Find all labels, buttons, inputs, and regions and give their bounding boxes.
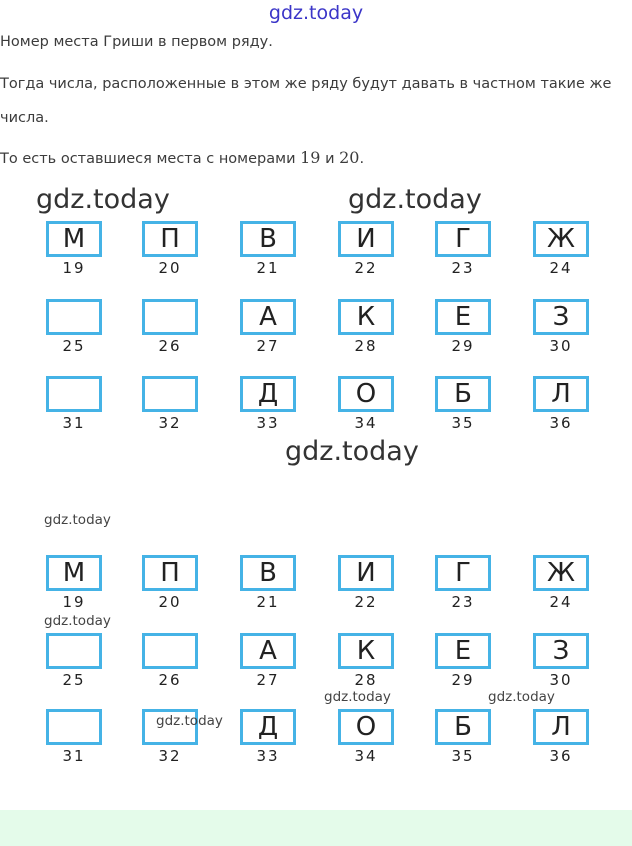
seat-letter-box: Л: [533, 709, 589, 745]
seat-letter-box: О: [338, 376, 394, 412]
seat-letter-box: Д: [240, 709, 296, 745]
seat-number: 32: [158, 414, 182, 432]
seat-number: 21: [256, 259, 280, 277]
seat-number: 22: [354, 593, 378, 611]
seat-letter-box: К: [338, 633, 394, 669]
site-logo[interactable]: gdz.today: [268, 2, 364, 24]
seat-cell: [338, 376, 398, 432]
seat-number: 36: [549, 747, 573, 765]
seat-number: 19: [62, 259, 86, 277]
seat-number: 35: [451, 414, 475, 432]
seat-cell: [533, 633, 593, 689]
seat-letter-box: [142, 376, 198, 412]
seat-cell: [240, 299, 300, 355]
seat-cell: [46, 376, 106, 432]
seat-number: 33: [256, 414, 280, 432]
seat-number: 27: [256, 337, 280, 355]
paragraph-3: числа.: [0, 110, 49, 126]
seat-letter-box: В: [240, 555, 296, 591]
paragraph-2: Тогда числа, расположенные в этом же ряду будут давать в частном такие же: [0, 76, 612, 92]
seat-cell: [240, 709, 300, 765]
seat-letter-box: [142, 299, 198, 335]
seat-letter-box: [46, 633, 102, 669]
seat-letter-box: З: [533, 299, 589, 335]
seat-number: 20: [158, 259, 182, 277]
seat-number: 20: [158, 593, 182, 611]
seat-number: 26: [158, 337, 182, 355]
watermark: gdz.today: [156, 713, 223, 729]
seat-letter-box: О: [338, 709, 394, 745]
seat-cell: [435, 709, 495, 765]
seat-letter-box: А: [240, 299, 296, 335]
paragraph-1: Номер места Гриши в первом ряду.: [0, 34, 273, 50]
seat-number: 25: [62, 337, 86, 355]
seat-cell: [142, 633, 202, 689]
seat-cell: [435, 633, 495, 689]
seat-cell: [338, 633, 398, 689]
watermark: gdz.today: [44, 512, 111, 528]
seat-number: 32: [158, 747, 182, 765]
seat-number: 30: [549, 337, 573, 355]
seat-letter-box: Ж: [533, 555, 589, 591]
seat-cell: [435, 555, 495, 611]
seat-letter-box: Д: [240, 376, 296, 412]
seat-number: 28: [354, 671, 378, 689]
seat-cell: [240, 633, 300, 689]
seat-number-19: 19: [300, 148, 321, 167]
seat-letter-box: [46, 299, 102, 335]
watermark: gdz.today: [285, 436, 419, 467]
seat-cell: [533, 299, 593, 355]
seat-cell: [240, 376, 300, 432]
seat-cell: [435, 221, 495, 277]
seat-cell: [533, 221, 593, 277]
seat-number: 29: [451, 337, 475, 355]
watermark: gdz.today: [44, 613, 111, 629]
seat-number: 36: [549, 414, 573, 432]
seat-number: 31: [62, 414, 86, 432]
seat-cell: [533, 709, 593, 765]
seat-number: 24: [549, 593, 573, 611]
seat-cell: [46, 299, 106, 355]
seat-letter-box: Б: [435, 376, 491, 412]
watermark: gdz.today: [348, 184, 482, 215]
seat-number-20: 20: [339, 148, 360, 167]
seat-cell: [533, 555, 593, 611]
seat-cell: [240, 221, 300, 277]
seat-number: 24: [549, 259, 573, 277]
seat-cell: [240, 555, 300, 611]
bottom-strip: [0, 810, 632, 846]
seat-letter-box: Е: [435, 633, 491, 669]
seat-cell: [142, 221, 202, 277]
seat-letter-box: М: [46, 555, 102, 591]
seat-letter-box: К: [338, 299, 394, 335]
seat-cell: [142, 376, 202, 432]
seat-number: 34: [354, 747, 378, 765]
seat-cell: [338, 555, 398, 611]
seat-cell: [435, 376, 495, 432]
seat-number: 35: [451, 747, 475, 765]
paragraph-4-conjunction: и: [320, 151, 340, 167]
seat-cell: [435, 299, 495, 355]
seat-number: 19: [62, 593, 86, 611]
seat-number: 26: [158, 671, 182, 689]
seat-letter-box: И: [338, 555, 394, 591]
seat-cell: [338, 299, 398, 355]
seat-letter-box: А: [240, 633, 296, 669]
seat-cell: [46, 633, 106, 689]
seat-letter-box: П: [142, 555, 198, 591]
watermark: gdz.today: [36, 184, 170, 215]
seat-letter-box: Г: [435, 555, 491, 591]
seat-cell: [533, 376, 593, 432]
seat-number: 28: [354, 337, 378, 355]
seat-letter-box: П: [142, 221, 198, 257]
seat-number: 29: [451, 671, 475, 689]
seat-letter-box: [142, 633, 198, 669]
seat-letter-box: [46, 709, 102, 745]
seat-number: 30: [549, 671, 573, 689]
paragraph-4-period: .: [359, 151, 365, 167]
seat-number: 34: [354, 414, 378, 432]
seat-letter-box: [46, 376, 102, 412]
seat-letter-box: Е: [435, 299, 491, 335]
seat-number: 25: [62, 671, 86, 689]
seat-letter-box: И: [338, 221, 394, 257]
seat-cell: [46, 709, 106, 765]
seat-letter-box: З: [533, 633, 589, 669]
seat-letter-box: Л: [533, 376, 589, 412]
seat-number: 23: [451, 593, 475, 611]
seat-letter-box: М: [46, 221, 102, 257]
seat-number: 33: [256, 747, 280, 765]
seat-number: 23: [451, 259, 475, 277]
paragraph-4-prefix: То есть оставшиеся места с номерами: [0, 151, 301, 167]
watermark: gdz.today: [324, 689, 391, 705]
seat-letter-box: Г: [435, 221, 491, 257]
seat-letter-box: В: [240, 221, 296, 257]
seat-letter-box: Б: [435, 709, 491, 745]
paragraph-4: [0, 148, 364, 167]
seat-number: 27: [256, 671, 280, 689]
seat-cell: [46, 221, 106, 277]
seat-number: 31: [62, 747, 86, 765]
seat-cell: [338, 221, 398, 277]
seat-number: 21: [256, 593, 280, 611]
watermark: gdz.today: [488, 689, 555, 705]
seat-cell: [338, 709, 398, 765]
seat-number: 22: [354, 259, 378, 277]
seat-cell: [142, 555, 202, 611]
seat-letter-box: Ж: [533, 221, 589, 257]
seat-cell: [142, 299, 202, 355]
seat-cell: [46, 555, 106, 611]
